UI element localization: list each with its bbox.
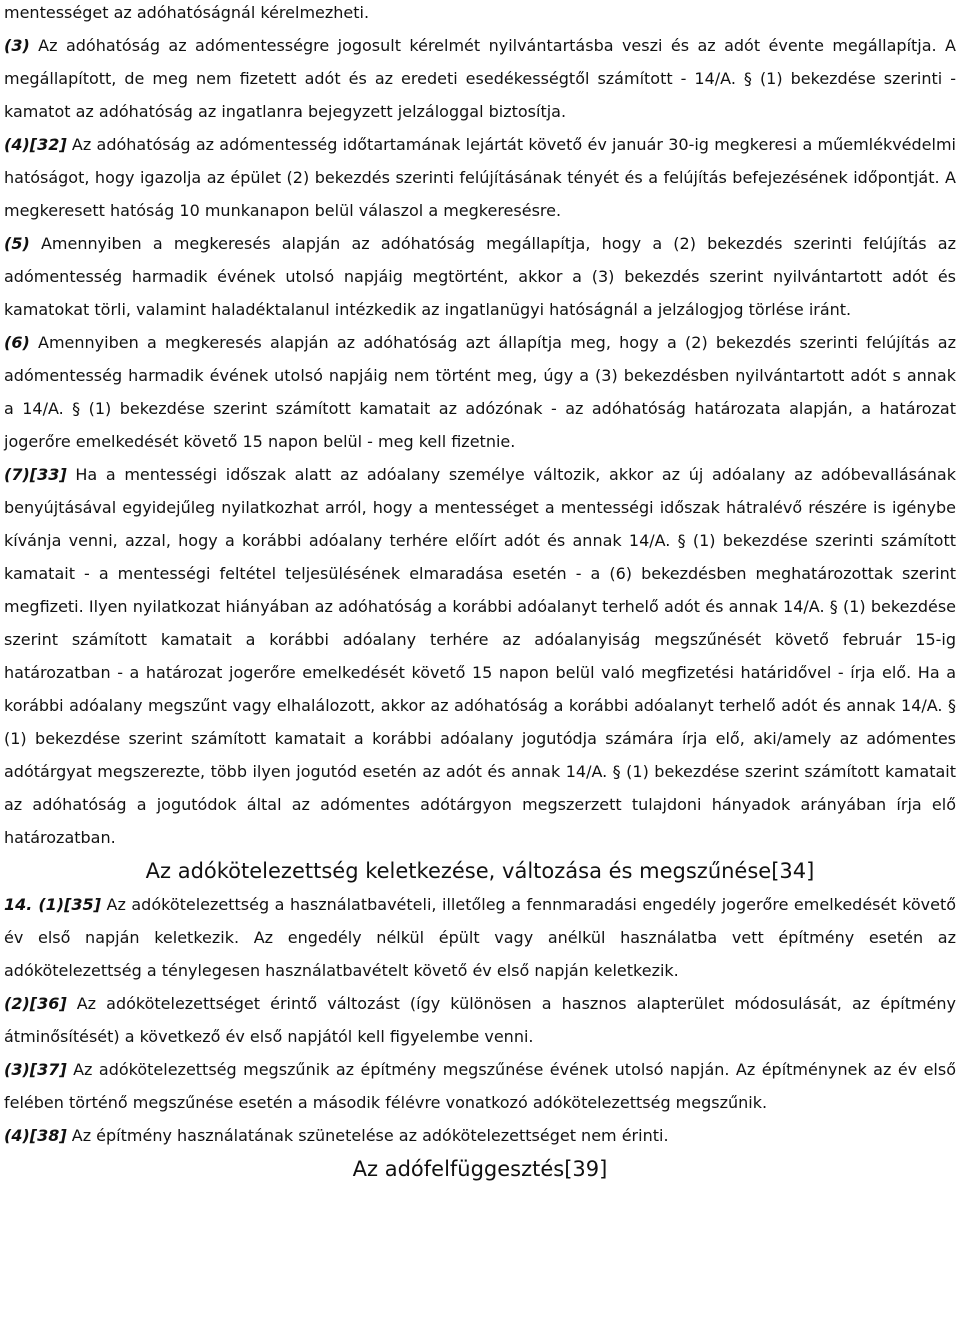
- paragraph-3: [4, 29, 956, 128]
- paragraph-14-4: [4, 1119, 956, 1152]
- paragraph-marker: (4)[32]: [4, 135, 67, 154]
- paragraph-6: [4, 326, 956, 458]
- paragraph-14-2: [4, 987, 956, 1053]
- paragraph-text: Az adókötelezettséget érintő változást (így különösen a hasznos alapterület módosulását, az építmény átminősítését) a következő év első napjától kell figyelembe venni.: [4, 994, 956, 1046]
- paragraph-7: [4, 458, 956, 854]
- paragraph-14-3: [4, 1053, 956, 1119]
- section-heading: Az adófelfüggesztés[39]: [352, 1157, 608, 1181]
- paragraph-marker: (7)[33]: [4, 465, 67, 484]
- paragraph-marker: (3)[37]: [4, 1060, 67, 1079]
- paragraph-text: Az adóhatóság az adómentesség időtartamának lejártát követő év január 30-ig megkeresi a műemlékvédelmi hatóságot, hogy igazolja az épület (2) bekezdés szerinti felújításának tényét és a felújítás befejezésének időpontját. A megkeresett hatóság 10 munkanapon belül válaszol a megkeresésre.: [4, 135, 956, 220]
- paragraph-text: Az adóhatóság az adómentességre jogosult kérelmét nyilvántartásba veszi és az adót évente megállapítja. A megállapított, de meg nem fizetett adót és az eredeti esedékességtől számított - 14/A. § (1) bekezdése szerinti - kamatot az adóhatóság az ingatlanra bejegyzett jelzáloggal biztosítja.: [4, 36, 956, 121]
- paragraph-4: [4, 128, 956, 227]
- paragraph-text: Az adókötelezettség a használatbavételi, illetőleg a fennmaradási engedély jogerőre emelkedését követő év első napján keletkezik. Az engedély nélkül épült vagy anélkül használatba vett építmény esetén az adókötelezettség a ténylegesen használatbavételt követő év első napján keletkezik.: [4, 895, 957, 980]
- paragraph-text: Amennyiben a megkeresés alapján az adóhatóság azt állapítja meg, hogy a (2) bekezdés szerinti felújítás az adómentesség harmadik évének utolsó napjáig nem történt meg, úgy a (3) bekezdésben nyilvántartott adót s annak a 14/A. § (1) bekezdése szerint számított kamatait az adózónak - az adóhatóság határozata alapján, a határozat jogerőre emelkedését követő 15 napon belül - meg kell fizetnie.: [4, 333, 956, 451]
- paragraph-marker: (6): [4, 333, 30, 352]
- paragraph-text: Az építmény használatának szünetelése az adókötelezettséget nem érinti.: [66, 1126, 669, 1145]
- paragraph-text: mentességet az adóhatóságnál kérelmezheti.: [4, 3, 370, 22]
- paragraph-marker: (2)[36]: [4, 994, 67, 1013]
- paragraph-marker: 14. (1)[35]: [4, 895, 101, 914]
- paragraph-text: Ha a mentességi időszak alatt az adóalany személye változik, akkor az új adóalany az adóbevallásának benyújtásával egyidejűleg nyilatkozhat arról, hogy a mentességet a mentességi időszak hátralévő részére is igénybe kívánja venni, azzal, hogy a korábbi adóalany terhére előírt adót és annak 14/A. § (1) bekezdése szerinti számított kamatait - a mentességi feltétel teljesülésének elmaradása esetén - a (6) bekezdésben meghatározottak szerint megfizeti. Ilyen nyilatkozat hiányában az adóhatóság a korábbi adóalanyt terhelő adót és annak 14/A. § (1) bekezdése szerint számított kamatait a korábbi adóalany terhére az adóalanyiság megszűnését követő február 15-ig határozatban - a határozat jogerőre emelkedését követő 15 napon belül való megfizetési határidővel - írja elő. Ha a korábbi adóalany megszűnt vagy elhalálozott, akkor az adóhatóság a korábbi adóalanyt terhelő adót és annak 14/A. § (1) bekezdése szerint számított kamatait a korábbi adóalany jogutódja számára írja elő, aki/amely az adómentes adótárgyat megszerezte, több ilyen jogutód esetén az adót és annak 14/A. § (1) bekezdése szerint számított kamatait az adóhatóság a jogutódok által az adómentes adótárgyon megszerzett tulajdoni hányadok arányában írja elő határozatban.: [4, 465, 956, 847]
- paragraph-text: Az adókötelezettség megszűnik az építmény megszűnése évének utolsó napján. Az építménynek az év első felében történő megszűnése esetén a második félévre vonatkozó adókötelezettség megszűnik.: [4, 1060, 956, 1112]
- paragraph-marker: (4)[38]: [4, 1126, 67, 1145]
- paragraph-marker: (5): [4, 234, 30, 253]
- paragraph-14-1: [4, 888, 956, 987]
- paragraph-5: [4, 227, 956, 326]
- paragraph-marker: (3): [4, 36, 30, 55]
- section-heading: Az adókötelezettség keletkezése, változása és megszűnése[34]: [145, 859, 815, 883]
- paragraph-continuation: [4, 0, 956, 29]
- paragraph-text: Amennyiben a megkeresés alapján az adóhatóság megállapítja, hogy a (2) bekezdés szerinti felújítás az adómentesség harmadik évének utolsó napjáig megtörtént, akkor a (3) bekezdés szerint nyilvántartott adót és kamatokat törli, valamint haladéktalanul intézkedik az ingatlanügyi hatóságnál a jelzálogjog törlése iránt.: [4, 234, 956, 319]
